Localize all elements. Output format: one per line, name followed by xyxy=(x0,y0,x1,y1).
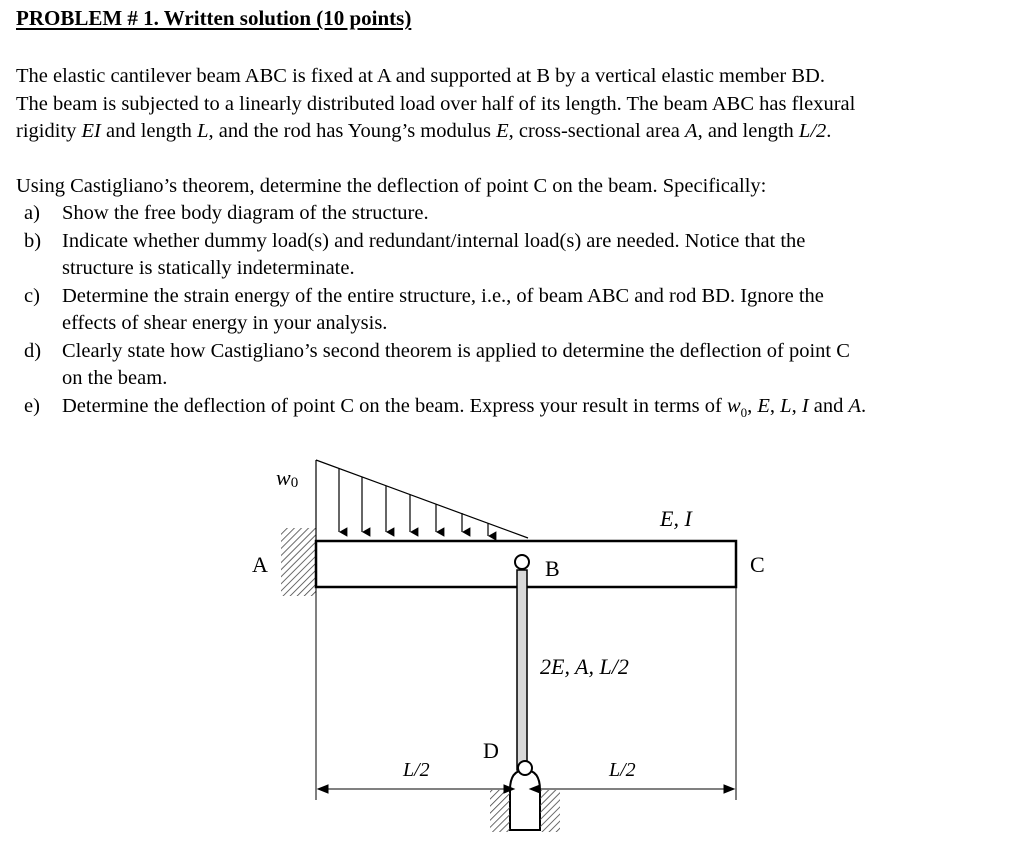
label-left-dimension: L/2 xyxy=(403,759,430,781)
problem-title: PROBLEM # 1. Written solution (10 points) xyxy=(16,6,412,30)
statement-line-3: rigidity EI and length L, and the rod has Young’s modulus E, cross-sectional area A, and length L/2. xyxy=(16,120,832,142)
task-item-c: c) Determine the strain energy of the entire structure, i.e., of beam ABC and rod BD. Ignore the effects of shear energy in your analysis. xyxy=(24,284,824,334)
rod-bd xyxy=(517,570,527,770)
task-item-b: b) Indicate whether dummy load(s) and redundant/internal load(s) are needed. Notice that the structure is statically indeterminate. xyxy=(24,229,806,279)
task-item-d: d) Clearly state how Castigliano’s second theorem is applied to determine the deflection of point C on the beam. xyxy=(24,339,850,389)
beam-diagram xyxy=(0,440,1024,852)
problem-statement xyxy=(16,63,855,146)
statement-line-1: The elastic cantilever beam ABC is fixed at A and supported at B by a vertical elastic member BD. xyxy=(16,65,825,87)
distributed-load xyxy=(316,460,528,540)
label-right-dimension: L/2 xyxy=(609,759,636,781)
statement-line-2: The beam is subjected to a linearly distributed load over half of its length. The beam ABC has flexural xyxy=(16,92,856,115)
load-label: w0 xyxy=(276,465,299,491)
label-ei: E, I xyxy=(660,506,692,531)
pin-support-d xyxy=(490,761,560,832)
fixed-wall-support xyxy=(281,528,316,596)
label-rod-properties: 2E, A, L/2 xyxy=(540,654,629,679)
task-item-a: a) Show the free body diagram of the structure. xyxy=(24,202,429,224)
label-c: C xyxy=(750,552,765,577)
label-a: A xyxy=(252,552,268,577)
question-prompt: Using Castigliano’s theorem, determine the deflection of point C on the beam. Specifically: xyxy=(16,175,767,197)
task-list xyxy=(24,200,866,426)
label-d: D xyxy=(483,738,499,763)
task-item-e: e) Determine the deflection of point C on the beam. Express your result in terms of $w_0$, E, L, I and A. xyxy=(24,394,867,420)
label-b: B xyxy=(545,556,560,581)
pin-b xyxy=(515,555,529,569)
